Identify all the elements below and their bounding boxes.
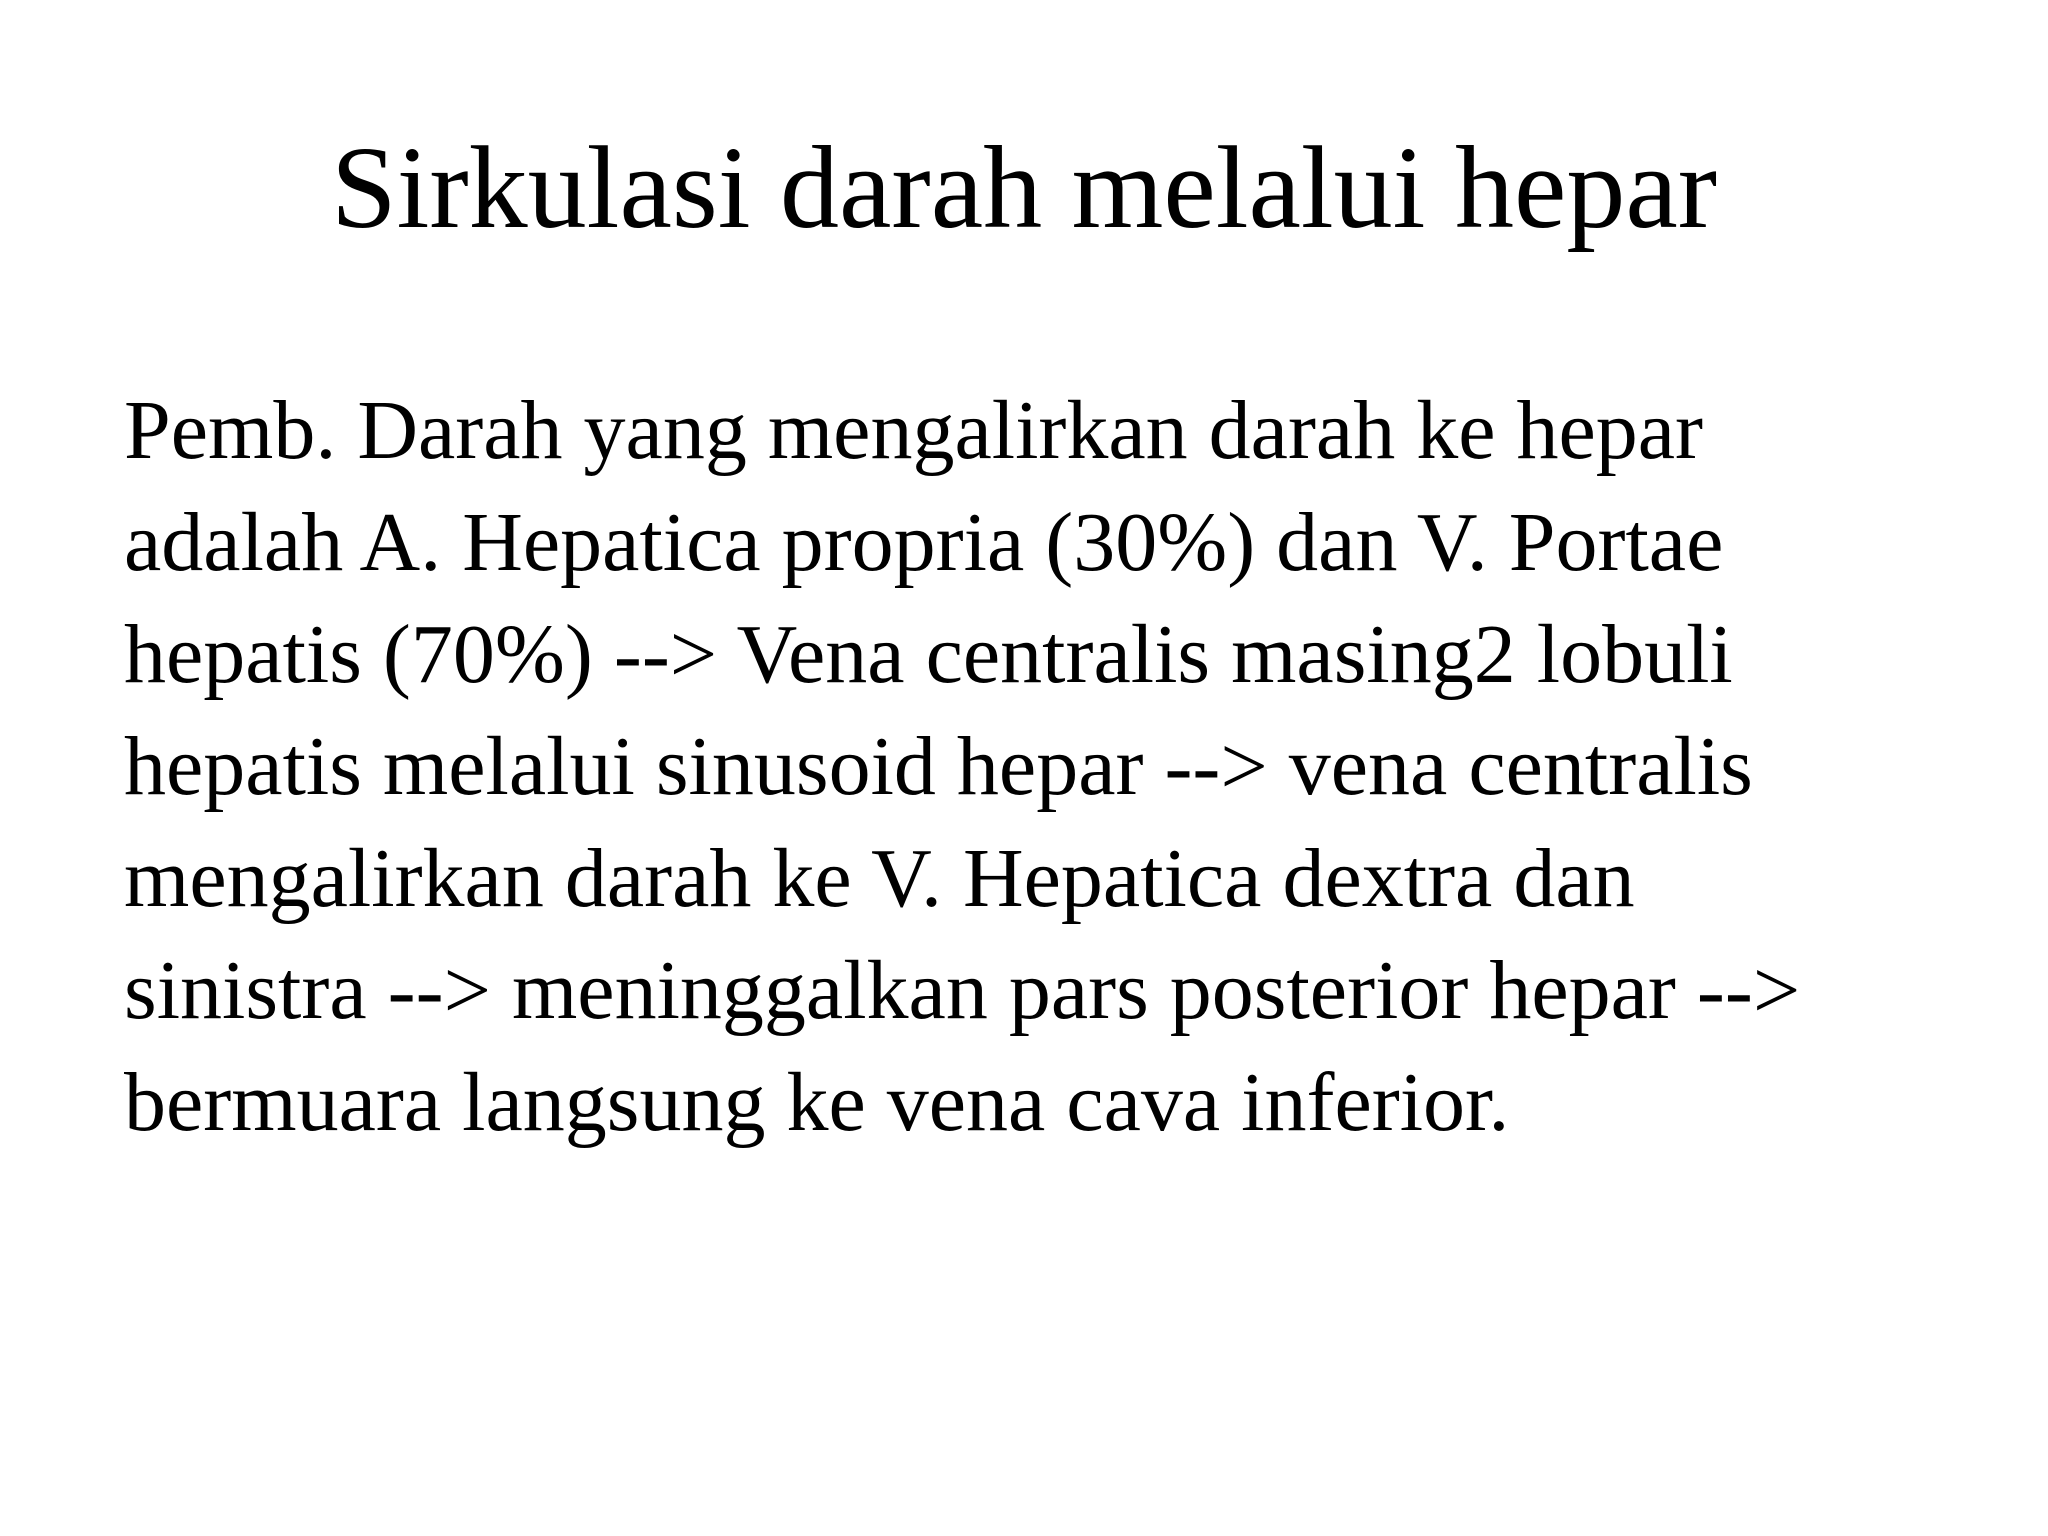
body-line-2: adalah A. Hepatica propria (30%) dan V. Portae xyxy=(124,496,1724,589)
slide-body xyxy=(124,375,1984,1159)
body-line-3: hepatis (70%) --> Vena centralis masing2 lobuli xyxy=(124,608,1733,701)
body-line-7: bermuara langsung ke vena cava inferior. xyxy=(124,1056,1510,1149)
body-line-5: mengalirkan darah ke V. Hepatica dextra dan xyxy=(124,832,1635,925)
body-line-6: sinistra --> meninggalkan pars posterior hepar --> xyxy=(124,944,1801,1037)
slide-title: Sirkulasi darah melalui hepar xyxy=(330,122,1718,253)
body-line-4: hepatis melalui sinusoid hepar --> vena centralis xyxy=(124,720,1753,813)
body-line-1: Pemb. Darah yang mengalirkan darah ke hepar xyxy=(124,384,1704,477)
